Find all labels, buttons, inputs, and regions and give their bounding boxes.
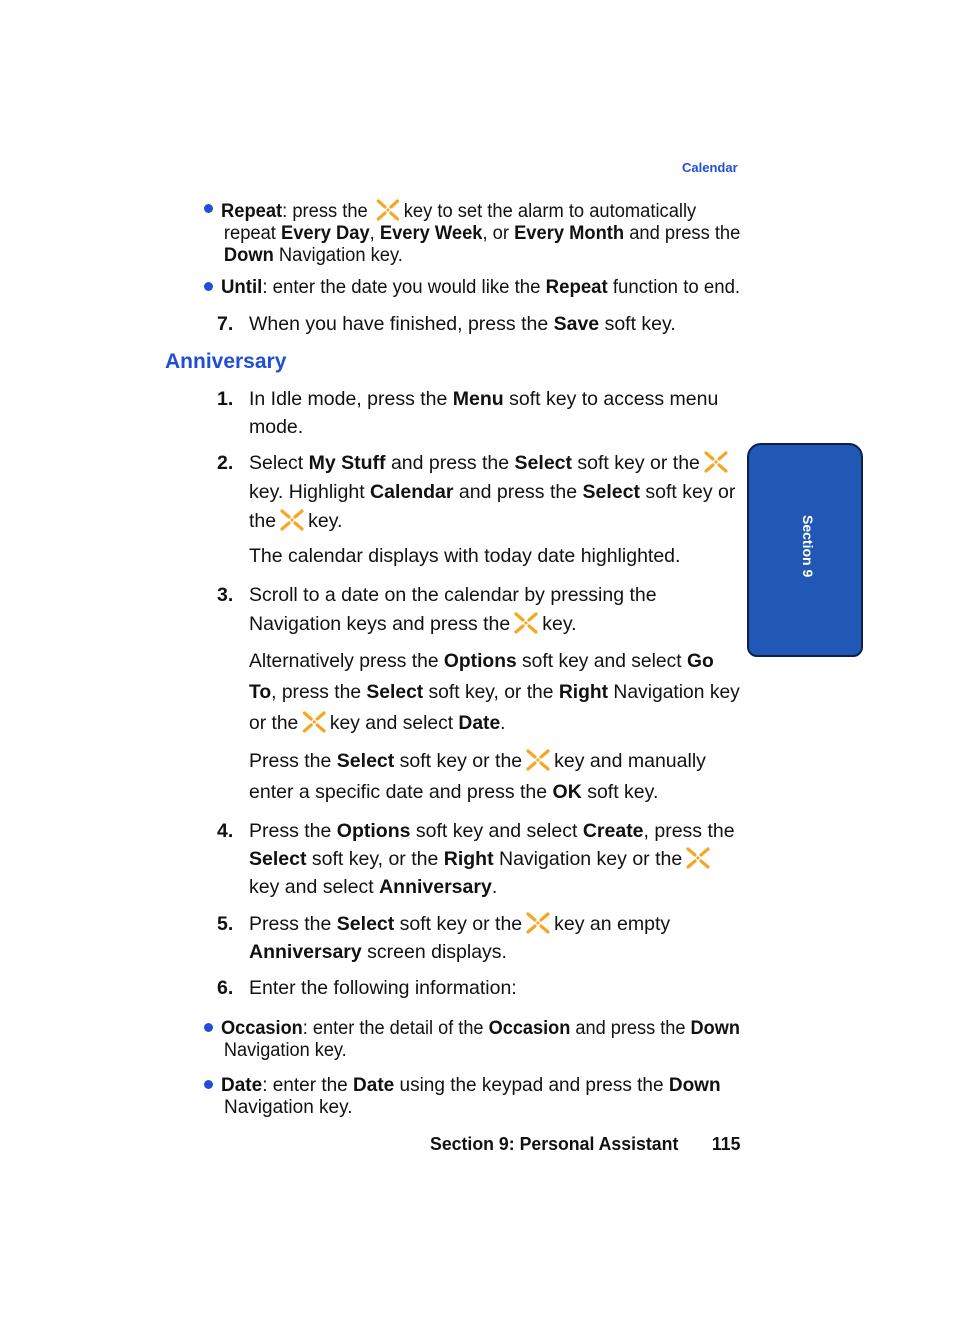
running-header: Calendar <box>682 160 738 175</box>
section-tab-label: Section 9 <box>800 515 816 578</box>
nav-key-icon <box>526 749 550 771</box>
bullet-dot <box>204 1023 213 1032</box>
step-number: 2. <box>217 452 234 474</box>
bullet-repeat: Repeat: press the key to set the alarm to automatically repeat Every Day, Every Week, or Every Month and press the Down Navigation key. <box>221 201 741 266</box>
section-heading: Anniversary <box>165 350 287 373</box>
step-number: 1. <box>217 388 234 410</box>
nav-key-icon <box>704 451 728 473</box>
nav-key-icon <box>280 509 304 531</box>
step-4: Press the Options soft key and select Create, press the Select soft key, or the Right Navigation key or the key and select Anniversary. <box>249 820 735 898</box>
bullet-dot <box>204 282 213 291</box>
step-6: Enter the following information: <box>249 977 517 999</box>
page-number: 115 <box>711 1134 741 1154</box>
step-3-manual: Press the Select soft key or the key and manually enter a specific date and press the OK soft key. <box>249 750 706 803</box>
step-2-result: The calendar displays with today date highlighted. <box>249 545 681 567</box>
step-7: When you have finished, press the Save soft key. <box>249 313 676 335</box>
step-number: 5. <box>217 913 234 935</box>
step-1: In Idle mode, press the Menu soft key to access menu mode. <box>249 388 719 438</box>
step-3-alternative: Alternatively press the Options soft key and select Go To, press the Select soft key, or the Right Navigation key or the key and select Date. <box>249 650 740 734</box>
bullet-occasion: Occasion: enter the detail of the Occasion and press the Down Navigation key. <box>221 1018 740 1061</box>
step-number: 4. <box>217 820 234 842</box>
nav-key-icon <box>377 199 400 221</box>
nav-key-icon <box>686 847 710 869</box>
section-tab-label-wrap <box>800 515 820 595</box>
step-number: 6. <box>217 977 234 999</box>
footer-title: Section 9: Personal Assistant <box>430 1134 679 1154</box>
bullet-until: Until: enter the date you would like the Repeat function to end. <box>221 277 741 298</box>
bullet-dot <box>204 204 213 213</box>
bullet-dot <box>204 1080 213 1089</box>
nav-key-icon <box>514 612 538 634</box>
step-2: Select My Stuff and press the Select soft key or the key. Highlight Calendar and press the Select soft key or the key. <box>249 452 736 532</box>
nav-key-icon <box>526 912 550 934</box>
page-footer <box>430 1134 740 1155</box>
nav-key-icon <box>302 711 326 733</box>
step-5: Press the Select soft key or the key an empty Anniversary screen displays. <box>249 913 671 963</box>
step-number: 7. <box>217 313 234 335</box>
bullet-date: Date: enter the Date using the keypad and press the Down Navigation key. <box>221 1075 721 1118</box>
step-number: 3. <box>217 584 234 606</box>
step-3: Scroll to a date on the calendar by pressing the Navigation keys and press the key. <box>249 584 657 635</box>
